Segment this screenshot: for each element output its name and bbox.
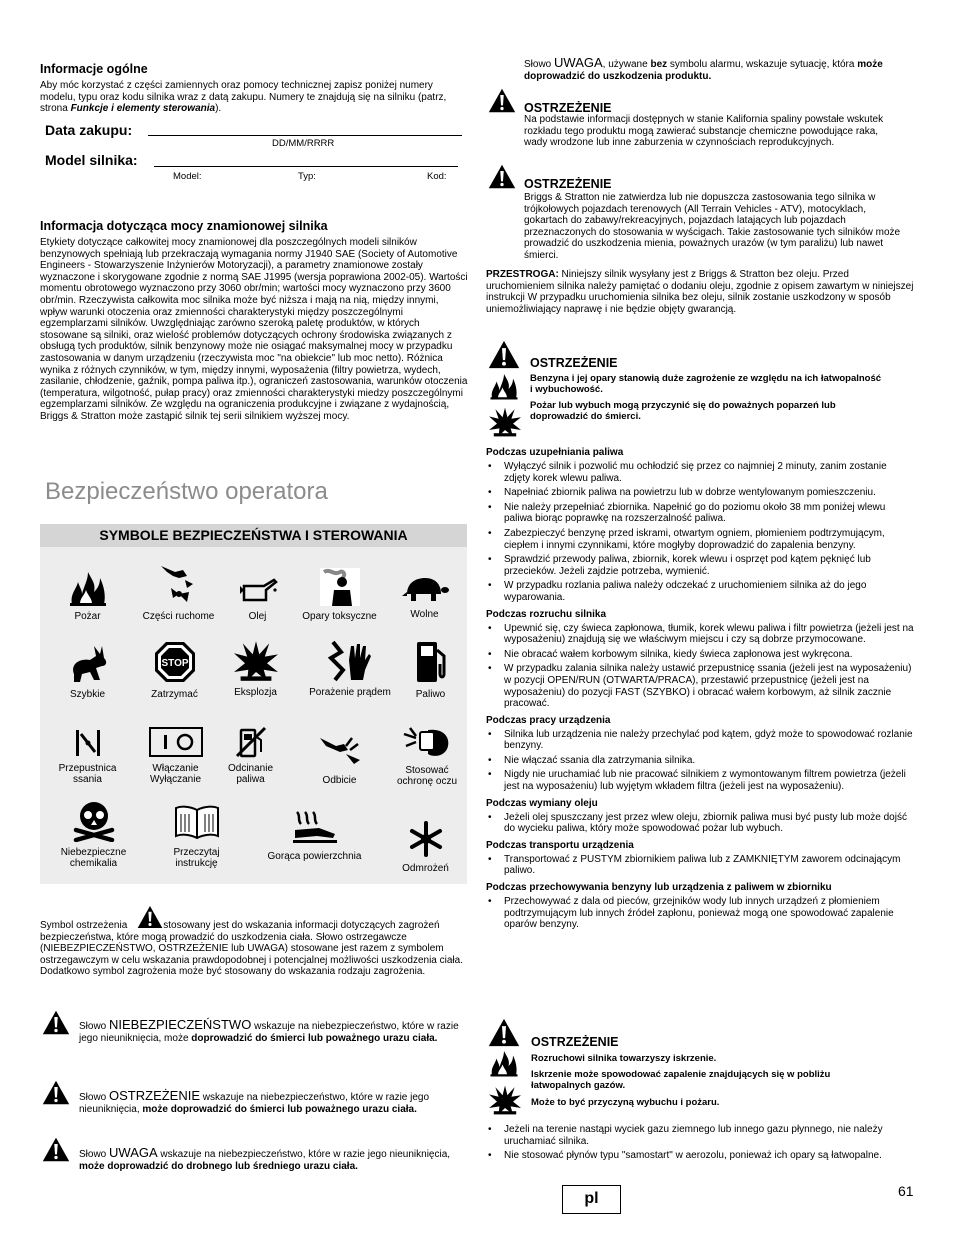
warning-title-spark: OSTRZEŻENIE <box>531 1035 619 1049</box>
danger-alert-icon <box>42 1010 70 1035</box>
symbol-choke: Przepustnica ssania <box>40 728 135 785</box>
symbol-hazardous-chemicals: Niebezpieczne chemikalia <box>46 800 141 869</box>
fuel-pump-icon <box>414 640 448 684</box>
general-info-text: Aby móc korzystać z części zamiennych oraz pomocy technicznej zapisz poniżej numery modelu, typu oraz kodu silnika wraz z datą zakupu. Numery te znajdują się na silniku (patrz, strona Funkcje i elementy sterowania). <box>40 80 447 115</box>
explosion-icon <box>234 640 278 682</box>
list-item: • Nie obracać wałem korbowym silnika, kiedy świeca zapłonowa jest wykręcona. <box>486 649 914 661</box>
choke-icon <box>73 728 103 758</box>
symbol-stop: STOP Zatrzymać <box>127 640 222 700</box>
warning-spark-line-1: Rozruchowi silnika towarzyszy iskrzenie. <box>531 1053 717 1064</box>
explosion-icon <box>489 1082 521 1118</box>
work-heading: Podczas pracy urządzenia <box>486 714 611 726</box>
przestroga-text: PRZESTROGA: Niniejszy silnik wysyłany jest z Briggs & Stratton bez oleju. Przed uruchomieniem silnika należy pamiętać o dodaniu oleju, zgodnie z opisem zawartym w niniejszej instrukcji W przypadku uruchomienia silnika bez oleju, silnik zostanie uszkodzony w sposób uniemożliwiający naprawę i nie będzie objęty gwarancją. <box>486 269 914 315</box>
symbol-fire: Pożar <box>40 570 135 622</box>
symbol-fuel-shutoff: Odcinanie paliwa <box>203 726 298 785</box>
symbol-oil: Olej <box>210 576 305 622</box>
fuel-heading: Podczas uzupełniania paliwa <box>486 447 624 458</box>
model-sublabel: Model: <box>173 171 202 182</box>
symbol-hot-surface: Gorąca powierzchnia <box>252 810 377 862</box>
purchase-date-line <box>148 135 462 136</box>
type-sublabel: Typ: <box>298 171 316 182</box>
rabbit-icon <box>66 644 110 684</box>
warning-title-fuel: OSTRZEŻENIE <box>530 356 618 370</box>
warning-icon-california <box>488 88 516 113</box>
list-item: • Jeżeli olej spuszczany jest przez wlew oleju, zbiornik paliwa musi być pusty lub może dojść do wycieku paliwa, który może spowodować pożar lub wybuch. <box>486 812 914 835</box>
warning-icon-atv <box>488 164 516 189</box>
symbol-on-off: Włączanie Wyłączanie <box>128 726 223 785</box>
safety-symbols-panel <box>40 524 467 884</box>
symbol-frostbite: Odmrożeń <box>378 820 473 874</box>
fuel-list <box>486 461 914 604</box>
toxic-fumes-icon <box>320 568 360 606</box>
oil-list <box>486 812 914 835</box>
list-item: • Sprawdzić przewody paliwa, zbiornik, korek wlewu i osprzęt pod kątem pęknięć lub przecieków. Jeżeli zajdzie potrzeba, wymienić. <box>486 554 914 577</box>
list-item: • Transportować z PUSTYM zbiornikiem paliwa lub z ZAMKNIĘTYM zaworem odcinającym paliwo. <box>486 854 914 877</box>
safety-symbols-title: SYMBOLE BEZPIECZEŃSTWA I STEROWANIA <box>40 524 467 547</box>
snowflake-icon <box>407 820 445 858</box>
svg-text:STOP: STOP <box>160 658 189 669</box>
storage-list <box>486 896 914 931</box>
symbol-explosion: Eksplozja <box>208 640 303 698</box>
transport-heading: Podczas transportu urządzenia <box>486 839 634 851</box>
language-badge: pl <box>562 1185 621 1214</box>
on-off-icon <box>148 726 204 758</box>
warning-title-atv: OSTRZEŻENIE <box>524 177 612 191</box>
oil-can-icon <box>238 576 278 606</box>
start-list <box>486 623 914 710</box>
list-item: • W przypadku rozlania paliwa należy odczekać z uruchomieniem silnika aż do jego wyparowania. <box>486 580 914 603</box>
warning-icon-fuel <box>488 340 520 369</box>
turtle-icon <box>401 574 449 604</box>
symbol-electric-shock: Porażenie prądem <box>300 640 400 698</box>
stop-sign-icon <box>153 640 197 684</box>
list-item: • Zabezpieczyć benzynę przed iskrami, otwartym ogniem, płomieniem podtrzymującym, ciepłem i innymi czynnikami, które mogłyby doprowadzić do zapalenia benzyny. <box>486 528 914 551</box>
open-book-icon <box>173 804 221 842</box>
work-list <box>486 729 914 793</box>
list-item: • Nie stosować płynów typu "samostart" w aerozolu, ponieważ ich opary są łatwopalne. <box>486 1150 914 1162</box>
fire-icon <box>489 372 519 400</box>
caution-definition: Słowo UWAGA wskazuje na niebezpieczeństwo, które w razie jego nieuniknięcia, może doprowadzić do drobnego lub średniego urazu ciała. <box>79 1145 451 1172</box>
symbol-read-manual: Przeczytaj instrukcję <box>149 804 244 869</box>
section-title: Bezpieczeństwo operatora <box>45 478 328 505</box>
oil-heading: Podczas wymiany oleju <box>486 797 598 809</box>
list-item: • Wyłączyć silnik i pozwolić mu ochłodzić się przez co najmniej 2 minuty, zanim zostanie zdjęty korek wlewu paliwa. <box>486 461 914 484</box>
code-sublabel: Kod: <box>427 171 447 182</box>
warning-text-atv: Briggs & Stratton nie zatwierdza lub nie dopuszcza zastosowania tego silnika w trójkołowych pojazdach terenowych (All Terrain Vehicles - ATV), motocyklach, gokartach do zabawy/rekreacyjnych, pojazdach latających lub pojazdach przeznaczonych do stosowania w wyścigach. Takie zastosowanie tych silników może prowadzić do uszkodzenia mienia, poważnych urazów (w tym paraliżu) lub nawet śmierci. <box>524 192 901 261</box>
notice-definition: Słowo UWAGA, używane bez symbolu alarmu, wskazuje sytuację, która może doprowadzić do uszkodzenia produktu. <box>524 55 883 82</box>
spark-list-container <box>486 1124 914 1165</box>
engine-model-label: Model silnika: <box>45 152 138 168</box>
eye-protection-icon <box>402 724 452 760</box>
kickback-icon <box>316 734 364 770</box>
warning-title-california: OSTRZEŻENIE <box>524 101 612 115</box>
spark-list <box>486 1124 914 1162</box>
fuel-shutoff-icon <box>235 726 267 758</box>
symbol-slow: Wolne <box>377 574 472 620</box>
safety-alert-explanation: Symbol ostrzeżenia stosowany jest do wskazania informacji dotyczących zagrożeń bezpieczeństwa, które mogą prowadzić do uszkodzenia ciała. Słowo ostrzegawcze (NIEBEZPIECZEŃSTWO, OSTRZEŻENIE lub UWAGA) stosowane jest razem z symbolem ostrzegawczym w celu wskazania prawdopodobnej i potencjalnej możliwości uszkodzenia ciała. Dodatkowo symbol zagrożenia może być stosowany do wskazania rodzaju zagrożenia. <box>40 920 463 978</box>
symbol-moving-parts: Części ruchome <box>131 562 226 622</box>
engine-model-line <box>154 166 458 167</box>
page-number: 61 <box>898 1183 914 1199</box>
symbol-fast: Szybkie <box>40 644 135 700</box>
explosion-icon <box>489 404 521 440</box>
warning-fuel-line-2: Pożar lub wybuch mogą przyczynić się do poważnych poparzeń lub doprowadzić do śmierci. <box>530 400 836 422</box>
purchase-date-label: Data zakupu: <box>45 122 133 138</box>
warning-spark-line-2: Iskrzenie może spowodować zapalenie znajdujących się w pobliżu łatwopalnych gazów. <box>531 1069 831 1091</box>
symbol-fuel: Paliwo <box>383 640 478 700</box>
moving-parts-icon <box>157 562 201 606</box>
start-heading: Podczas rozruchu silnika <box>486 608 607 620</box>
symbol-toxic-fumes: Opary toksyczne <box>292 568 387 622</box>
power-rating-text: Etykiety dotyczące całkowitej mocy znamionowej dla poszczególnych modeli silników benzynowych spełniają lub przekraczają wymagania normy J1940 SAE (Society of Automotive Engineers - Stowarzyszenie Inżynierów Motoryzacji), a parametry znamionowe zostały wyznaczone i skorygowane zgodnie z normą SAE J1995 (wersja poprawiona 2002-05). Wartości momentu obrotowego wyznaczono przy 3060 obr/min; wartości mocy wyznaczono przy 3600 obr/min. Rzeczywista całkowita moc silnika może być niższa i mają na nią, między innymi, wpływ warunki otoczenia oraz zmienności charakterystyki między poszczególnymi egzemplarzami silników. Uwzględniając zarówno szeroką paletę produktów, w których stosowane są silniki, oraz wielość problemów dotyczących ochrony środowiska związanych z obsługą tych produktów, silnik benzynowy może nie osiągać maksymalnej mocy w przypadku zastosowania w danym urządzeniu (rzeczywista moc "na obiekcie" lub moc netto). Różnica wynika z różnych czynników, w tym, między innymi, wyposażenia (filtry powietrza, wydech, zasilanie, chłodzenie, gaźnik, pompa paliwa itp.), ograniczeń zastosowania, warunków otoczenia (temperatura, wilgotność, pułap pracy) oraz zmienności charakterystyki miedzy poszczególnymi egzemplarzami silników. Ze względu na ograniczenia produkcyjne i związane z wydajnością, Briggs & Stratton może zastąpić silnik tej serii silnikiem wyższej mocy. <box>40 237 468 422</box>
storage-heading: Podczas przechowywania benzyny lub urządzenia z paliwem w zbiorniku <box>486 882 832 894</box>
list-item: • Nigdy nie uruchamiać lub nie pracować silnikiem z wymontowanym filtrem powietrza (jeżeli jest na wyposażeniu) lub wyjętym wkładem filtra (jeżeli jest na wyposażeniu). <box>486 769 914 792</box>
procedures <box>486 442 914 934</box>
list-item: • Napełniać zbiornik paliwa na powietrzu lub w dobrze wentylowanym pomieszczeniu. <box>486 487 914 499</box>
warning-icon-spark <box>488 1018 520 1047</box>
list-item: • W przypadku zalania silnika należy ustawić przepustnicę ssania (jeżeli jest na wyposażeniu) w pozycji OPEN/RUN (OTWARTA/PRACA), przestawić przepustnicę (jeżeli jest na wyposażeniu) do pozycji FAST (SZYBKO) i obracać wałem korbowym, aż silnik zacznie pracować. <box>486 663 914 709</box>
list-item: • Jeżeli na terenie nastąpi wyciek gazu ziemnego lub innego gazu płynnego, nie należy uruchamiać silnika. <box>486 1124 914 1147</box>
warning-text-california: Na podstawie informacji dostępnych w stanie Kalifornia spaliny powstałe wskutek rozkładu tego produktu mogą zawierać substancje chemiczne powodujące raka, wady wrodzone lub inne zaburzenia w czynnościach reprodukcyjnych. <box>524 114 884 149</box>
fire-icon <box>67 570 109 606</box>
symbol-eye-protection: Stosować ochronę oczu <box>380 724 474 787</box>
list-item: • Nie włączać ssania dla zatrzymania silnika. <box>486 755 914 767</box>
danger-definition: Słowo NIEBEZPIECZEŃSTWO wskazuje na niebezpieczeństwo, które w razie jego nieuniknięcia, może doprowadzić do śmierci lub poważnego urazu ciała. <box>79 1017 459 1044</box>
warning-definition: Słowo OSTRZEŻENIE wskazuje na niebezpieczeństwo, które w razie jego nieuniknięcia, może doprowadzić do śmierci lub poważnego urazu ciała. <box>79 1088 430 1115</box>
warning-spark-line-3: Może to być przyczyną wybuchu i pożaru. <box>531 1097 720 1108</box>
list-item: • Upewnić się, czy świeca zapłonowa, tłumik, korek wlewu paliwa i filtr powietrza (jeżeli jest na wyposażeniu) znajdują się we właściwym miejscu i czy są dobrze przymocowane. <box>486 623 914 646</box>
list-item: • Przechowywać z dala od pieców, grzejników wody lub innych urządzeń z płomieniem podtrzymującym lub innych źródeł zapłonu, ponieważ mogą one spowodować zapalenie oparów benzyny. <box>486 896 914 931</box>
general-info-heading: Informacje ogólne <box>40 62 148 76</box>
power-rating-heading: Informacja dotycząca mocy znamionowej silnika <box>40 219 328 233</box>
transport-list <box>486 854 914 877</box>
symbol-kickback: Odbicie <box>292 734 387 786</box>
fire-icon <box>489 1049 519 1077</box>
hot-surface-icon <box>291 810 339 846</box>
warning-alert-icon <box>42 1080 70 1105</box>
electric-shock-icon <box>325 640 375 682</box>
caution-alert-icon <box>42 1137 70 1162</box>
list-item: • Silnika lub urządzenia nie należy przechylać pod kątem, gdyż może to spowodować rozlanie benzyny. <box>486 729 914 752</box>
list-item: • Nie należy przepełniać zbiornika. Napełnić go do poziomu około 38 mm poniżej wlewu paliwa biorąc poprawkę na rozszerzalność paliwa. <box>486 502 914 525</box>
warning-fuel-line-1: Benzyna i jej opary stanowią duże zagrożenie ze względu na ich łatwopalność i wybuchowość. <box>530 373 882 395</box>
skull-crossbones-icon <box>72 800 116 842</box>
date-format-hint: DD/MM/RRRR <box>272 138 335 149</box>
